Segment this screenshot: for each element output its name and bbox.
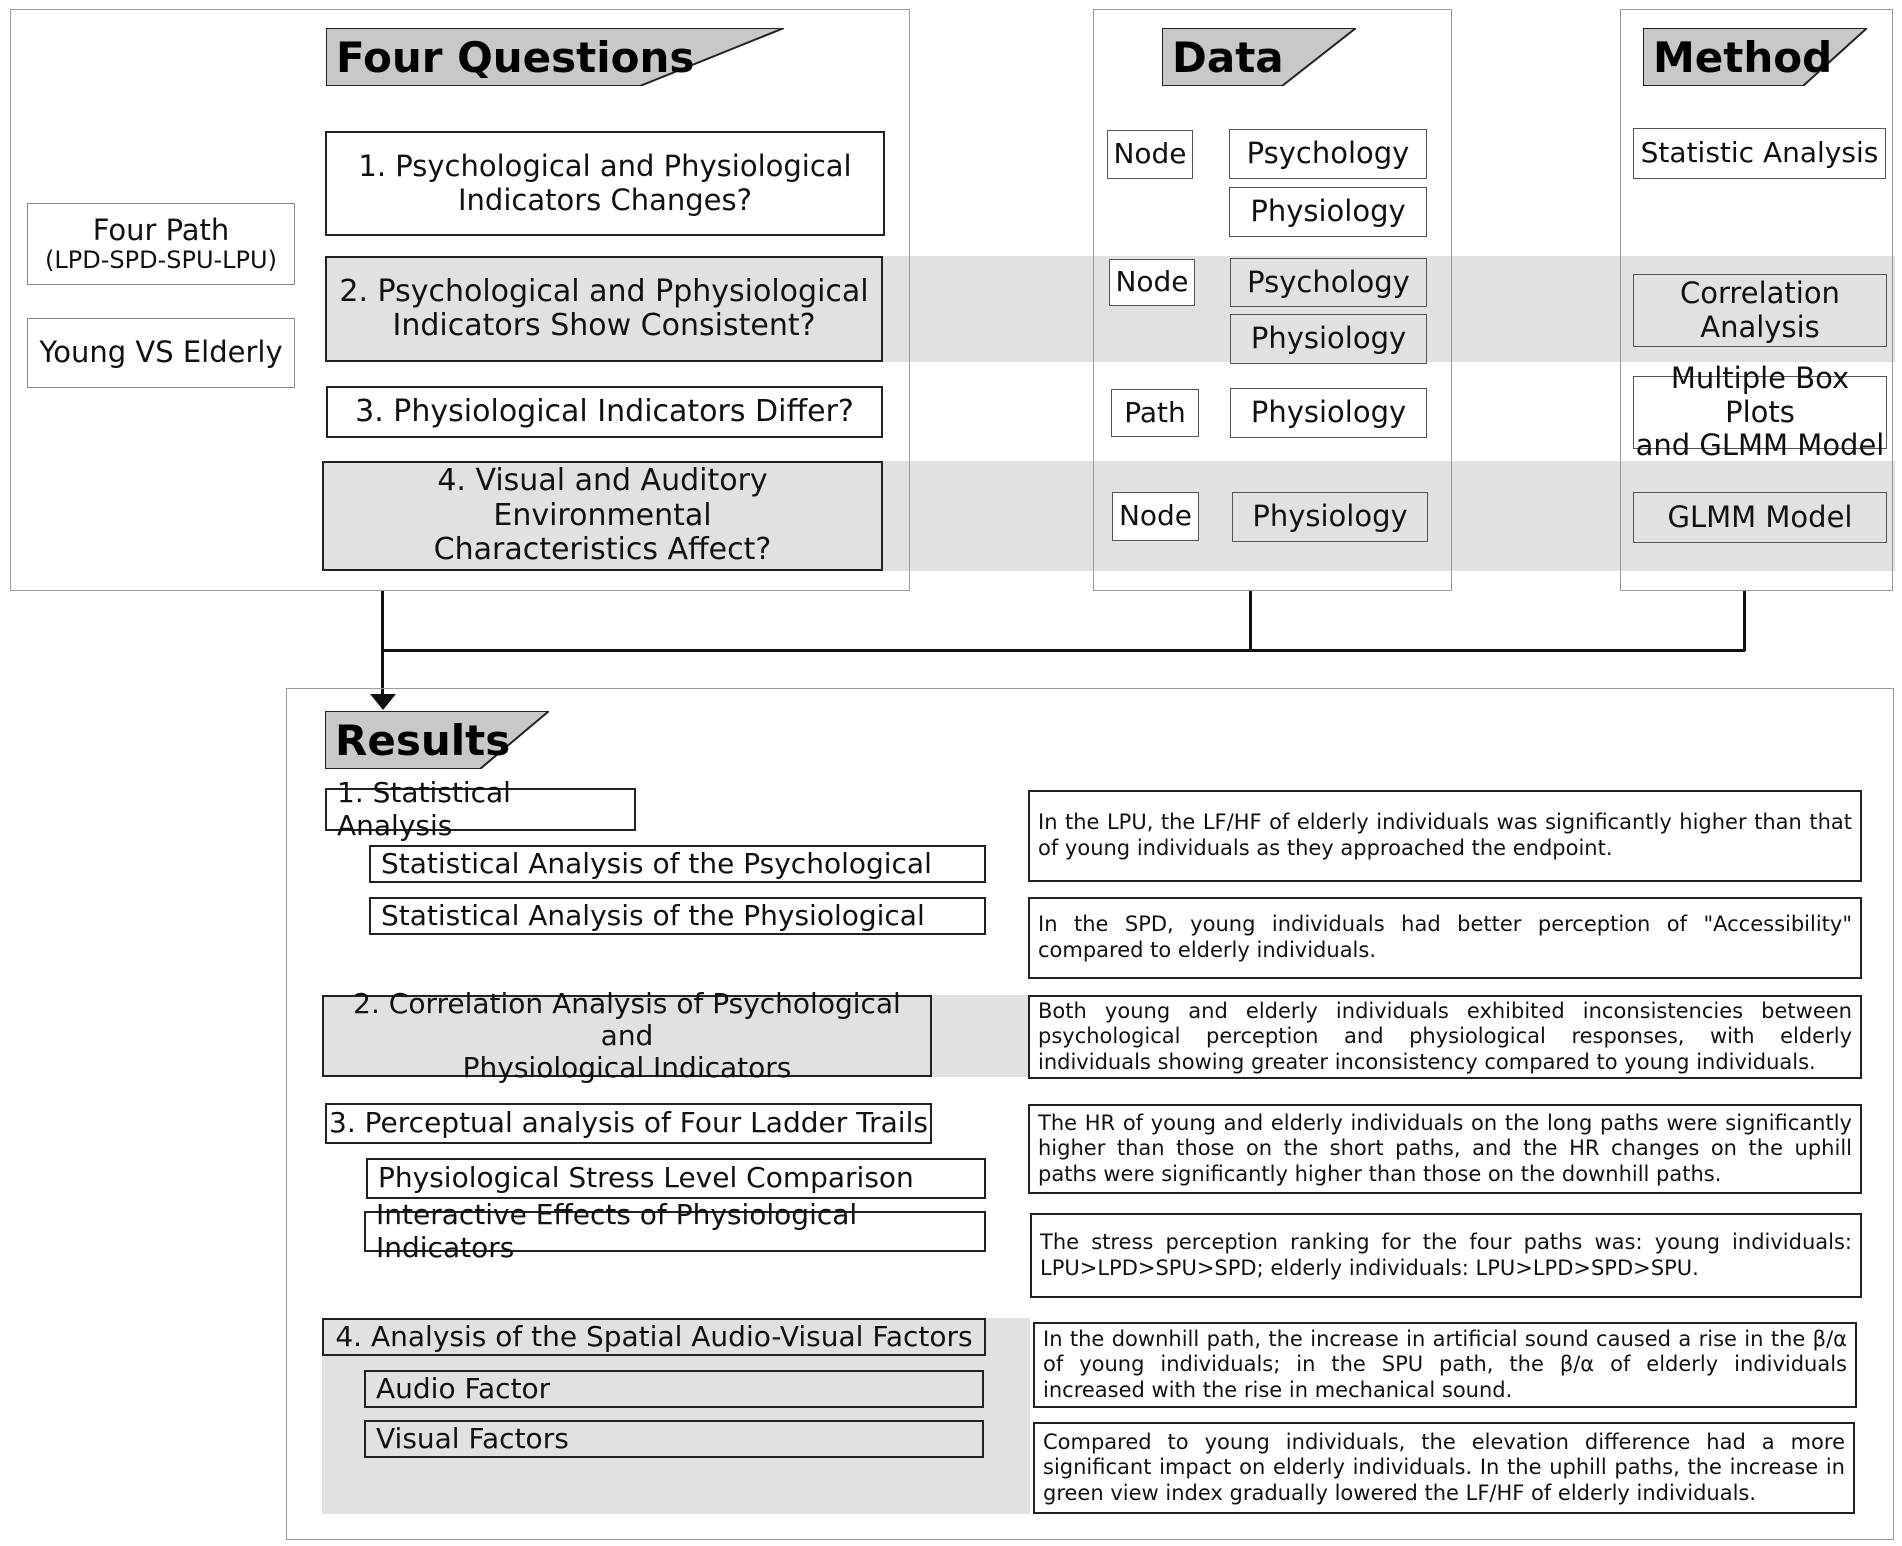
finding-7: [1033, 1422, 1855, 1514]
result-1-title: [325, 776, 636, 842]
result-3-sub-interactive: [364, 1198, 986, 1264]
finding-5: [1030, 1213, 1862, 1298]
young-vs-elderly-label: Young VS Elderly: [39, 335, 283, 370]
data-unit-label: Node: [1118, 499, 1193, 533]
four-questions-title: Four Questions: [336, 32, 695, 82]
finding-4: [1028, 1104, 1862, 1194]
question-4: [322, 461, 883, 571]
data-row1-item1: [1229, 129, 1427, 179]
question-3: [326, 386, 883, 438]
result-4-title-label: 4. Analysis of the Spatial Audio-Visual Factors: [335, 1319, 973, 1353]
data-unit-label: Node: [1115, 265, 1189, 299]
method-glmm-model: [1633, 492, 1887, 543]
result-2-line2: Physiological Indicators: [462, 1051, 792, 1085]
results-title: Results: [335, 715, 511, 765]
method-header: [1643, 28, 1867, 86]
question-4-line2: Characteristics Affect?: [433, 532, 772, 568]
finding-text: Compared to young individuals, the elevation difference had a more significant impact on elderly individuals. In the uphill paths, the increase in green view index gradually lowered the LF/HF of elderly individuals.: [1043, 1429, 1845, 1505]
question-1-line1: 1. Psychological and Physiological: [358, 149, 852, 184]
question-3-label: 3. Physiological Indicators Differ?: [355, 393, 854, 429]
question-1: [325, 131, 885, 236]
results-header: [325, 711, 549, 769]
result-sub-label: Physiological Stress Level Comparison: [378, 1161, 914, 1195]
result-sub-label: Interactive Effects of Physiological Indicators: [376, 1198, 858, 1264]
four-path-subtitle: (LPD-SPD-SPU-LPU): [45, 245, 277, 274]
connector-left-vertical: [381, 591, 384, 695]
connector-method-vertical: [1743, 591, 1746, 651]
method-statistic-analysis: [1633, 128, 1886, 179]
result-2-title: [322, 986, 932, 1085]
method-label: Analysis: [1700, 309, 1820, 344]
result-4-sub-audio: [364, 1370, 984, 1408]
data-row2-item2: [1230, 314, 1427, 364]
result-3-title-label: 3. Perceptual analysis of Four Ladder Trails: [329, 1106, 928, 1140]
result-1-sub-psychological: [369, 845, 986, 883]
result-3-sub-stress: [366, 1158, 986, 1199]
finding-text: In the SPD, young individuals had better perception of "Accessibility" compared to elderly individuals.: [1038, 912, 1852, 962]
result-2-line1: 2. Correlation Analysis of Psychological and: [353, 986, 901, 1052]
question-2-line1: 2. Psychological and Pphysiological: [339, 273, 869, 309]
data-item-label: Physiology: [1250, 194, 1406, 229]
data-row4-item1: [1232, 492, 1428, 542]
data-row2-unit: [1109, 259, 1195, 306]
four-path-title: Four Path: [92, 212, 230, 247]
data-item-label: Physiology: [1252, 499, 1408, 534]
method-label: and GLMM Model: [1635, 428, 1885, 463]
data-unit-label: Node: [1113, 137, 1187, 171]
data-row3-item1: [1230, 388, 1427, 438]
data-item-label: Physiology: [1250, 395, 1407, 430]
question-2: [325, 256, 883, 362]
finding-text: The HR of young and elderly individuals on the long paths were significantly higher than those on the short paths, and the HR changes on the uphill paths were significantly higher than those on the downhill paths.: [1038, 1110, 1852, 1186]
method-box-plots-glmm: [1633, 361, 1887, 463]
finding-text: In the LPU, the LF/HF of elderly individuals was significantly higher than that of young individuals as they approached the endpoint.: [1038, 810, 1852, 860]
data-item-label: Physiology: [1250, 321, 1407, 356]
result-1-sub-physiological: [369, 897, 986, 935]
finding-1: [1028, 790, 1862, 882]
question-4-line1: 4. Visual and Auditory Environmental: [437, 463, 768, 533]
four-questions-header: [326, 28, 784, 86]
method-title: Method: [1653, 32, 1833, 82]
result-1-title-label: 1. Statistical Analysis: [337, 776, 511, 842]
result-4-sub-visual: [364, 1420, 984, 1458]
four-path-box: [27, 203, 295, 285]
result-sub-label: Visual Factors: [376, 1421, 569, 1455]
data-row1-unit: [1107, 130, 1193, 179]
result-sub-label: Statistical Analysis of the Physiological: [381, 898, 925, 932]
question-1-line2: Indicators Changes?: [457, 182, 752, 217]
connector-data-vertical: [1249, 591, 1252, 651]
result-sub-label: Audio Factor: [376, 1371, 551, 1405]
method-correlation-analysis: [1633, 274, 1887, 347]
method-label: Multiple Box Plots: [1670, 361, 1850, 429]
data-row2-item1: [1230, 258, 1427, 307]
data-row1-item2: [1229, 187, 1427, 237]
finding-2: [1028, 897, 1862, 979]
data-title: Data: [1172, 32, 1284, 82]
data-row4-unit: [1112, 492, 1199, 541]
data-item-label: Psychology: [1246, 136, 1410, 171]
connector-horizontal: [381, 649, 1745, 652]
finding-6: [1033, 1322, 1857, 1408]
method-label: Statistic Analysis: [1640, 136, 1879, 170]
data-item-label: Psychology: [1247, 264, 1410, 299]
method-label: Correlation: [1680, 276, 1840, 311]
result-sub-label: Statistical Analysis of the Psychological: [381, 846, 932, 880]
finding-text: The stress perception ranking for the four paths was: young individuals: LPU>LPD>SPU>SPD; elderly individuals: LPU>LPD>SPD>SPU.: [1040, 1229, 1852, 1280]
question-2-line2: Indicators Show Consistent?: [392, 308, 816, 343]
young-vs-elderly-box: [27, 318, 295, 388]
result-3-title: [325, 1103, 932, 1144]
finding-text: In the downhill path, the increase in artificial sound caused a rise in the β/α of young individuals; in the SPU path, the β/α of elderly individuals increased with the rise in mechanical sound.: [1043, 1326, 1847, 1402]
result-4-title: [322, 1318, 986, 1356]
data-unit-label: Path: [1124, 395, 1186, 429]
method-label: GLMM Model: [1667, 499, 1853, 534]
data-header: [1162, 28, 1356, 86]
data-row3-unit: [1111, 389, 1199, 437]
finding-3: [1028, 995, 1862, 1079]
finding-text: Both young and elderly individuals exhibited inconsistencies between psychological perception and physiological responses, with elderly individuals showing greater inconsistency compared to young individuals.: [1038, 998, 1852, 1074]
